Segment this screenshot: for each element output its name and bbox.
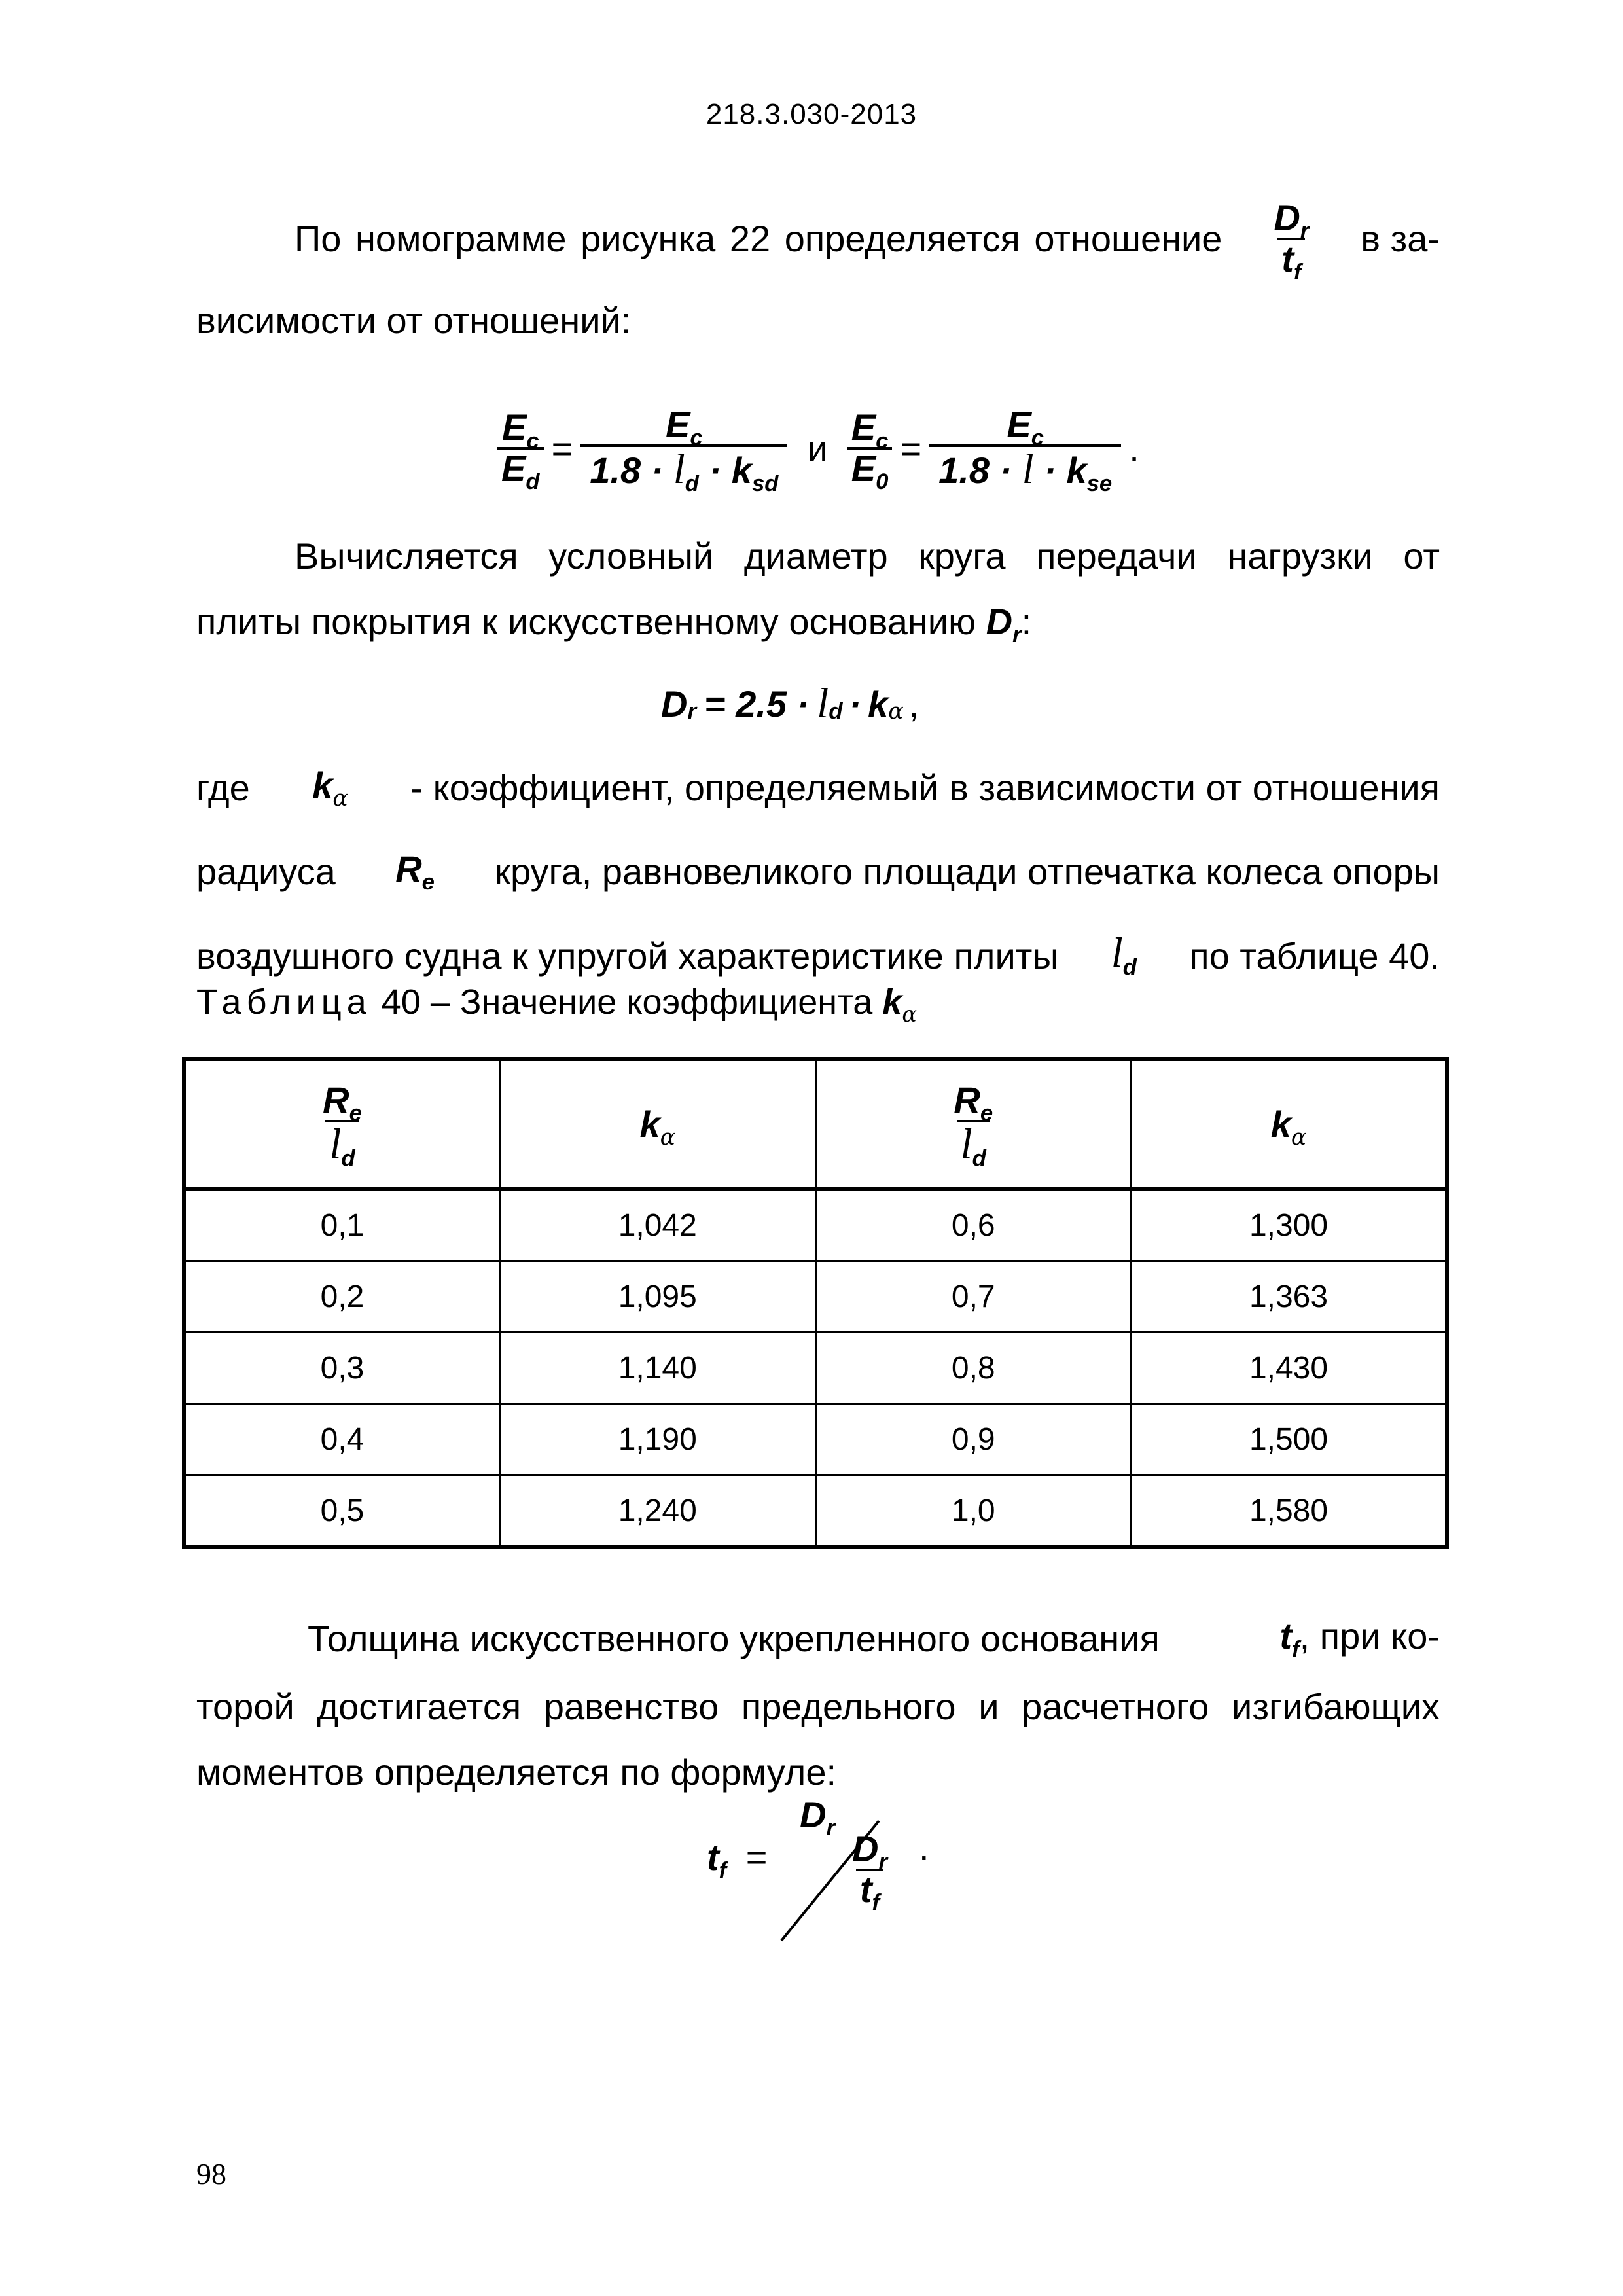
paragraph-thickness: [196, 1604, 1440, 1805]
subscript: r: [826, 1816, 835, 1841]
table-caption: [196, 982, 917, 1027]
table-cell: 0,9: [815, 1404, 1132, 1475]
fraction-ec-ed: [497, 406, 544, 495]
subscript: c: [1031, 425, 1044, 451]
paragraph-text: где: [196, 767, 250, 808]
subscript: r: [687, 698, 696, 724]
coefficient-table: [182, 1057, 1449, 1549]
table-cell: 1,0: [815, 1475, 1132, 1548]
symbol-t: t: [859, 1868, 872, 1910]
symbol-r: R: [323, 1079, 349, 1121]
paragraph-text: воздушного судна к упругой характеристике плиты: [196, 935, 1059, 977]
fraction-ec-e0: [847, 406, 893, 495]
ratio-re-ld: [950, 1079, 997, 1172]
equals-sign: =: [745, 1837, 768, 1878]
symbol-k-alpha: [312, 746, 348, 830]
symbol-l: l: [329, 1121, 342, 1168]
symbol-l: l: [1111, 929, 1123, 976]
dot: ·: [709, 449, 722, 491]
paragraph-text: по таблице 40.: [1189, 935, 1440, 977]
formula-modulus-ratios: [497, 404, 1139, 496]
subscript: e: [421, 870, 435, 895]
table-cell: 1,430: [1132, 1333, 1448, 1404]
formula-tf: [694, 1793, 955, 1944]
symbol-t: t: [1281, 238, 1294, 279]
symbol-k: k: [731, 449, 752, 491]
paragraph-nomogram: [196, 196, 1440, 353]
paragraph-k-alpha: [196, 746, 1440, 999]
subscript-alpha: α: [888, 698, 904, 725]
header-ratio: [815, 1059, 1132, 1189]
subscript: d: [341, 1146, 355, 1172]
header-k-alpha: [1132, 1059, 1448, 1189]
paragraph-text: круга, равновеликого площади отпечатка колеса опоры: [494, 851, 1440, 892]
symbol-e: E: [1007, 404, 1031, 445]
table-cell: 1,363: [1132, 1261, 1448, 1333]
table-row: [184, 1261, 1447, 1333]
paragraph-text: , при ко-: [1299, 1615, 1440, 1657]
subscript: f: [1293, 260, 1302, 285]
paragraph-diameter: [196, 524, 1440, 660]
equals-sign: =: [551, 427, 573, 469]
symbol-k: k: [1066, 449, 1087, 491]
paragraph-line: [196, 589, 1440, 660]
symbol-k-alpha: [882, 982, 917, 1027]
symbol-l: l: [1022, 445, 1034, 492]
paragraph-text: Толщина искусственного укрепленного основания: [308, 1618, 1160, 1659]
period: .: [919, 1827, 929, 1868]
paragraph-text: торой достигается равенство предельного и расчетного изгибающих: [196, 1686, 1440, 1727]
subscript: e: [349, 1101, 362, 1126]
paragraph-text: моментов определяется по формуле:: [196, 1751, 837, 1793]
paragraph-line: [196, 746, 1440, 830]
period: .: [1129, 427, 1139, 469]
division-slash: [694, 1793, 955, 1944]
subscript: r: [1012, 622, 1022, 648]
table-cell: 0,7: [815, 1261, 1132, 1333]
subscript: d: [829, 698, 843, 724]
paragraph-line: [196, 830, 1440, 914]
symbol-k: k: [868, 683, 889, 725]
symbol-d: D: [800, 1794, 827, 1835]
symbol-re: [395, 830, 435, 914]
dot: ·: [849, 683, 862, 725]
table-cell: 1,190: [500, 1404, 816, 1475]
subscript: f: [872, 1890, 880, 1915]
subscript: c: [690, 425, 703, 451]
dot: ·: [1044, 449, 1056, 491]
symbol-e: E: [501, 448, 526, 490]
paragraph-text: радиуса: [196, 851, 336, 892]
ratio-dr-tf: [1270, 197, 1313, 285]
symbol-k: k: [639, 1103, 660, 1145]
formula-dr: [661, 674, 919, 733]
symbol-k: k: [312, 764, 333, 806]
symbol-r: R: [395, 848, 422, 889]
fraction-ec-over-l-kse: [929, 404, 1121, 496]
symbol-e: E: [666, 404, 690, 445]
subscript: f: [719, 1858, 727, 1884]
table-cell: 1,300: [1132, 1189, 1448, 1261]
symbol-t: t: [1279, 1615, 1293, 1657]
subscript: d: [972, 1146, 986, 1172]
subscript: e: [980, 1101, 993, 1126]
table-header-row: [184, 1059, 1447, 1189]
caption-label: Таблица: [196, 982, 372, 1022]
table-cell: 0,1: [184, 1189, 500, 1261]
subscript: sd: [751, 471, 779, 496]
subscript: 0: [876, 469, 889, 495]
symbol-e: E: [851, 448, 876, 490]
symbol-r: R: [954, 1079, 980, 1121]
table-cell: 0,6: [815, 1189, 1132, 1261]
subscript: d: [1122, 955, 1137, 980]
subscript: se: [1086, 471, 1113, 496]
table-cell: 1,095: [500, 1261, 816, 1333]
symbol-k: k: [882, 982, 902, 1022]
symbol-dr: [986, 601, 1022, 648]
inner-ratio-dr-tf: [848, 1828, 891, 1915]
subscript: d: [685, 471, 700, 496]
paragraph-line: [196, 1604, 1440, 1674]
symbol-e: E: [851, 406, 876, 448]
table-cell: 1,240: [500, 1475, 816, 1548]
symbol-d: D: [986, 601, 1013, 642]
paragraph-text: По номограмме рисунка 22 определяется отношение: [294, 218, 1222, 259]
page-number: 98: [196, 2157, 226, 2191]
paragraph-text: Вычисляется условный диаметр круга передачи нагрузки от: [294, 535, 1440, 577]
table-cell: 0,4: [184, 1404, 500, 1475]
equals-coefficient: = 2.5 ·: [704, 683, 810, 725]
symbol-k: k: [1270, 1103, 1291, 1145]
paragraph-text: - коэффициент, определяемый в зависимости от отношения: [410, 767, 1440, 808]
document-code: 218.3.030-2013: [705, 98, 918, 130]
caption-text: 40 – Значение коэффициента: [381, 982, 873, 1022]
table-row: [184, 1475, 1447, 1548]
paragraph-text: в за-: [1361, 218, 1440, 259]
coefficient: 1.8 ·: [590, 449, 664, 491]
comma: ,: [908, 683, 919, 725]
symbol-d: D: [661, 683, 688, 725]
symbol-t: t: [707, 1837, 719, 1878]
subscript: c: [876, 428, 889, 454]
symbol-group: [1279, 1604, 1440, 1674]
coefficient: 1.8 ·: [938, 449, 1012, 491]
table-cell: 1,042: [500, 1189, 816, 1261]
subscript: d: [526, 469, 540, 495]
paragraph-text: плиты покрытия к искусственному основанию: [196, 601, 976, 642]
table-row: [184, 1404, 1447, 1475]
subscript-alpha: α: [902, 1001, 917, 1027]
symbol-d: D: [852, 1828, 879, 1869]
paragraph-text: висимости от отношений:: [196, 300, 632, 341]
subscript: c: [526, 428, 539, 454]
subscript-alpha: α: [332, 785, 348, 812]
header-k-alpha: [500, 1059, 816, 1189]
table-cell: 0,8: [815, 1333, 1132, 1404]
conjunction: и: [807, 427, 828, 469]
colon: :: [1021, 601, 1032, 642]
table-cell: 0,3: [184, 1333, 500, 1404]
header-ratio: [184, 1059, 500, 1189]
table-cell: 1,580: [1132, 1475, 1448, 1548]
symbol-d: D: [1274, 197, 1300, 239]
equals-sign: =: [900, 427, 922, 469]
table-cell: 1,500: [1132, 1404, 1448, 1475]
table-cell: 0,2: [184, 1261, 500, 1333]
symbol-l: l: [960, 1121, 972, 1168]
table-row: [184, 1333, 1447, 1404]
symbol-ld: [1111, 914, 1137, 999]
subscript: f: [1292, 1637, 1300, 1662]
fraction-ec-over-ld-ksd: [580, 404, 787, 496]
symbol-e: E: [501, 406, 527, 448]
ratio-re-ld: [319, 1079, 366, 1172]
table-cell: 0,5: [184, 1475, 500, 1548]
subscript-alpha: α: [660, 1124, 676, 1151]
symbol-l: l: [817, 680, 829, 726]
table-row: [184, 1189, 1447, 1261]
subscript: r: [878, 1850, 887, 1875]
subscript-alpha: α: [1291, 1124, 1307, 1151]
table-cell: 1,140: [500, 1333, 816, 1404]
symbol-l: l: [673, 445, 685, 492]
subscript: r: [1300, 219, 1310, 244]
